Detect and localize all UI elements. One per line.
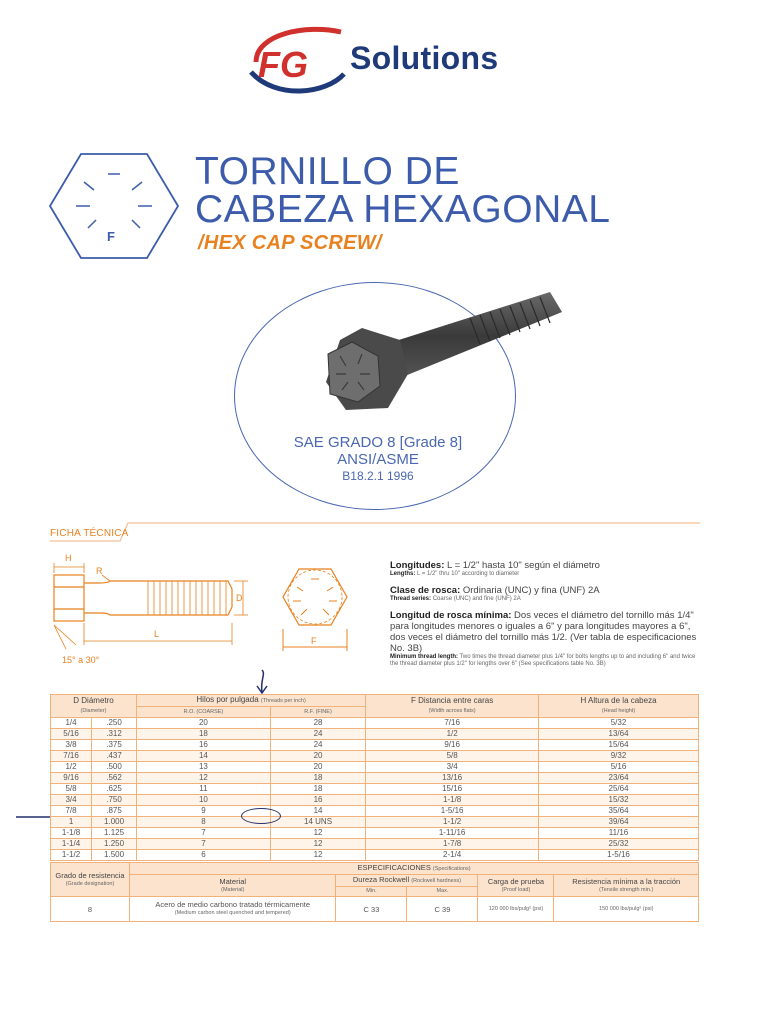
logo-mark: FG <box>258 44 308 85</box>
cell-fraction: 7/16 <box>51 751 92 762</box>
spec-notes <box>390 560 705 675</box>
cell-head-height: 5/16 <box>539 762 699 773</box>
cell-fine: 28 <box>270 718 365 729</box>
cell-fraction: 1-1/4 <box>51 839 92 850</box>
header-subtext: (Proof load) <box>501 886 531 893</box>
table-row <box>51 850 699 861</box>
cell-fraction: 1-1/8 <box>51 828 92 839</box>
header-text: ESPECIFICACIONES <box>357 863 431 872</box>
cell-fine: 14 <box>270 806 365 817</box>
spec-thread-length <box>390 610 705 668</box>
table-row <box>51 817 699 828</box>
cell-coarse: 6 <box>137 850 271 861</box>
cell-width-flats: 1/2 <box>366 729 539 740</box>
cell-fraction: 1 <box>51 817 92 828</box>
col-hardness-min: Min. <box>336 887 407 897</box>
cell-fine: 20 <box>270 751 365 762</box>
header-subtext: (Material) <box>221 886 245 893</box>
cell-width-flats: 2-1/4 <box>366 850 539 861</box>
table-row <box>51 729 699 740</box>
spec-thread-class <box>390 585 705 603</box>
spec-en-text: L = 1/2" thru 10" according to diameter <box>415 571 520 577</box>
cell-fine: 20 <box>270 762 365 773</box>
cell-hardness-max: C 39 <box>407 897 478 922</box>
cell-subtext: (Medium carbon steel quenched and tempered) <box>174 910 291 916</box>
cell-width-flats: 7/16 <box>366 718 539 729</box>
cell-coarse: 10 <box>137 795 271 806</box>
cell-decimal: .312 <box>92 729 137 740</box>
spec-en-label: Thread series: <box>390 596 432 602</box>
cell-head-height: 11/16 <box>539 828 699 839</box>
cell-head-height: 23/64 <box>539 773 699 784</box>
spec-lengths <box>390 560 705 578</box>
table-row <box>51 773 699 784</box>
table-row <box>51 784 699 795</box>
dim-f-label: F <box>311 636 317 646</box>
cell-head-height: 25/64 <box>539 784 699 795</box>
col-threads <box>137 695 366 707</box>
grade-line-1: SAE GRADO 8 [Grade 8] <box>293 434 463 451</box>
cell-fraction: 3/4 <box>51 795 92 806</box>
table-row <box>51 718 699 729</box>
header-subtext: (Threads per inch) <box>260 698 306 704</box>
table-row <box>51 897 699 922</box>
table-row <box>51 828 699 839</box>
cell-fine: 24 <box>270 729 365 740</box>
header-text: Carga de prueba <box>487 876 545 886</box>
header-text: Dureza Rockwell <box>352 875 410 884</box>
spec-label: Longitud de rosca mínima: <box>390 610 512 621</box>
grade-label <box>278 434 478 485</box>
angle-label: 15° a 30° <box>62 655 100 665</box>
spec-en-text: Coarse (UNC) and fine (UNF) 2A <box>431 596 521 602</box>
cell-head-height: 9/32 <box>539 751 699 762</box>
cell-fraction: 7/8 <box>51 806 92 817</box>
spec-label: Clase de rosca: <box>390 585 461 596</box>
cell-fraction: 9/16 <box>51 773 92 784</box>
cell-coarse: 7 <box>137 828 271 839</box>
header-subtext: (Width across flats) <box>428 708 476 714</box>
spec-text: Dos veces el diámetro del tornillo más 1/4" para longitudes menores o iguales a 6" y para longitudes mayores a 6", dos veces el diámetro del tornillo más 1/2. (Ver tabla de especificaciones No. 3B) <box>390 610 697 654</box>
cell-decimal: .250 <box>92 718 137 729</box>
cell-fine: 12 <box>270 828 365 839</box>
title-line-1: TORNILLO DE <box>195 150 460 193</box>
cell-decimal: 1.000 <box>92 817 137 828</box>
cell-coarse: 11 <box>137 784 271 795</box>
hex-top-diagram <box>275 565 365 655</box>
cell-fine: 14 UNS <box>270 817 365 828</box>
cell-grade: 8 <box>51 897 130 922</box>
cell-width-flats: 13/16 <box>366 773 539 784</box>
table-row <box>51 795 699 806</box>
header-text: H Altura de la cabeza <box>580 696 657 705</box>
bolt-side-diagram <box>48 545 273 670</box>
cell-fine: 12 <box>270 839 365 850</box>
cell-decimal: .437 <box>92 751 137 762</box>
cell-fine: 24 <box>270 740 365 751</box>
dim-d-label: D <box>236 593 243 603</box>
cell-coarse: 16 <box>137 740 271 751</box>
cell-head-height: 1-5/16 <box>539 850 699 861</box>
table-row <box>51 751 699 762</box>
cell-width-flats: 9/16 <box>366 740 539 751</box>
cell-decimal: 1.125 <box>92 828 137 839</box>
col-hardness <box>336 875 478 887</box>
cell-fraction: 1/2 <box>51 762 92 773</box>
cell-decimal: .500 <box>92 762 137 773</box>
cell-width-flats: 15/16 <box>366 784 539 795</box>
cell-coarse: 12 <box>137 773 271 784</box>
specifications-table <box>50 862 699 922</box>
cell-material <box>130 897 336 922</box>
cell-fine: 12 <box>270 850 365 861</box>
col-hardness-max: Max. <box>407 887 478 897</box>
cell-coarse: 18 <box>137 729 271 740</box>
cell-fraction: 1/4 <box>51 718 92 729</box>
cell-width-flats: 1-5/16 <box>366 806 539 817</box>
grade-line-2: ANSI/ASME <box>337 451 419 468</box>
cell-head-height: 13/64 <box>539 729 699 740</box>
bolt-image <box>300 278 570 428</box>
cell-head-height: 25/32 <box>539 839 699 850</box>
cell-decimal: 1.500 <box>92 850 137 861</box>
col-proof-load <box>478 875 554 897</box>
cell-text: Acero de medio carbono tratado térmicamente <box>155 900 311 909</box>
col-tensile <box>554 875 699 897</box>
header-text: Resistencia mínima a la tracción <box>572 876 681 886</box>
col-coarse: R.O. (COARSE) <box>137 707 271 718</box>
cell-fraction: 5/16 <box>51 729 92 740</box>
table-row <box>51 839 699 850</box>
cell-decimal: .625 <box>92 784 137 795</box>
col-diameter <box>51 695 137 718</box>
cell-head-height: 15/64 <box>539 740 699 751</box>
spec-text: L = 1/2" hasta 10" según el diámetro <box>444 560 600 571</box>
subtitle: /HEX CAP SCREW/ <box>198 232 382 254</box>
col-width-flats <box>366 695 539 718</box>
header-text: Grado de resistencia <box>55 870 125 880</box>
hex-head-icon <box>48 150 180 262</box>
table-row <box>51 740 699 751</box>
dim-l-label: L <box>154 629 160 639</box>
col-grade <box>51 863 130 897</box>
section-title: FICHA TÉCNICA <box>50 528 129 539</box>
cell-decimal: .562 <box>92 773 137 784</box>
dim-r-label: R <box>96 566 103 576</box>
cell-decimal: .875 <box>92 806 137 817</box>
header-text: Hilos por pulgada <box>196 695 259 704</box>
cell-head-height: 15/32 <box>539 795 699 806</box>
title-line-2: CABEZA HEXAGONAL <box>195 188 611 231</box>
cell-width-flats: 1-11/16 <box>366 828 539 839</box>
header-subtext: (Head height) <box>601 708 636 714</box>
cell-width-flats: 1-1/8 <box>366 795 539 806</box>
highlight-circle <box>241 808 281 824</box>
spec-en-label: Minimum thread length: <box>390 654 458 660</box>
col-material <box>130 875 336 897</box>
cell-decimal: 1.250 <box>92 839 137 850</box>
cell-width-flats: 1-1/2 <box>366 817 539 828</box>
cell-fine: 16 <box>270 795 365 806</box>
cell-proof-load: 120 000 lbs/pulg² (psi) <box>478 897 554 922</box>
header-subtext: (Diameter) <box>80 708 107 714</box>
dim-h-label: H <box>65 553 72 563</box>
cell-fine: 18 <box>270 784 365 795</box>
cell-fraction: 5/8 <box>51 784 92 795</box>
col-head-height <box>539 695 699 718</box>
col-fine: R.F. (FINE) <box>270 707 365 718</box>
cell-coarse: 14 <box>137 751 271 762</box>
header-text: F Distancia entre caras <box>410 696 494 705</box>
brand-word: Solutions <box>350 40 499 76</box>
cell-head-height: 39/64 <box>539 817 699 828</box>
header-subtext: (Rockwell hardness) <box>411 878 462 884</box>
dimensions-table <box>50 694 699 861</box>
arrow-down-icon <box>252 668 272 696</box>
header-subtext: (Tensile strength min.) <box>599 886 654 893</box>
header-subtext: (Specifications) <box>432 866 471 872</box>
grade-line-3: B18.2.1 1996 <box>342 469 414 483</box>
cell-coarse: 9 <box>137 806 271 817</box>
cell-decimal: .375 <box>92 740 137 751</box>
cell-head-height: 5/32 <box>539 718 699 729</box>
cell-tensile: 150 000 lbs/pulg² (psi) <box>554 897 699 922</box>
cell-decimal: .750 <box>92 795 137 806</box>
spec-en-text: Two times the thread diameter plus 1/4" for bolts lengths up to and including 6" and twice the thread diameter plus 1/2" for lengths over 6" (See specifications table No. 3B) <box>390 654 696 667</box>
cell-fraction: 1-1/2 <box>51 850 92 861</box>
cell-coarse: 8 <box>137 817 271 828</box>
cell-fraction: 3/8 <box>51 740 92 751</box>
table-row <box>51 806 699 817</box>
cell-width-flats: 1-7/8 <box>366 839 539 850</box>
spec-en-label: Lengths: <box>390 571 416 577</box>
spec-text: Ordinaria (UNC) y fina (UNF) 2A <box>460 585 600 596</box>
cell-fine: 18 <box>270 773 365 784</box>
cell-width-flats: 3/4 <box>366 762 539 773</box>
hex-icon-letter: F <box>107 229 115 244</box>
header-subtext: (Grade designation) <box>65 880 115 887</box>
cell-coarse: 7 <box>137 839 271 850</box>
cell-width-flats: 5/8 <box>366 751 539 762</box>
table-row <box>51 762 699 773</box>
header-text: Material <box>219 876 247 886</box>
header-text: D Diámetro <box>73 696 114 705</box>
spec-header <box>130 863 699 875</box>
section-divider <box>50 520 700 542</box>
cell-coarse: 13 <box>137 762 271 773</box>
spec-label: Longitudes: <box>390 560 445 571</box>
cell-head-height: 35/64 <box>539 806 699 817</box>
cell-coarse: 20 <box>137 718 271 729</box>
cell-hardness-min: C 33 <box>336 897 407 922</box>
